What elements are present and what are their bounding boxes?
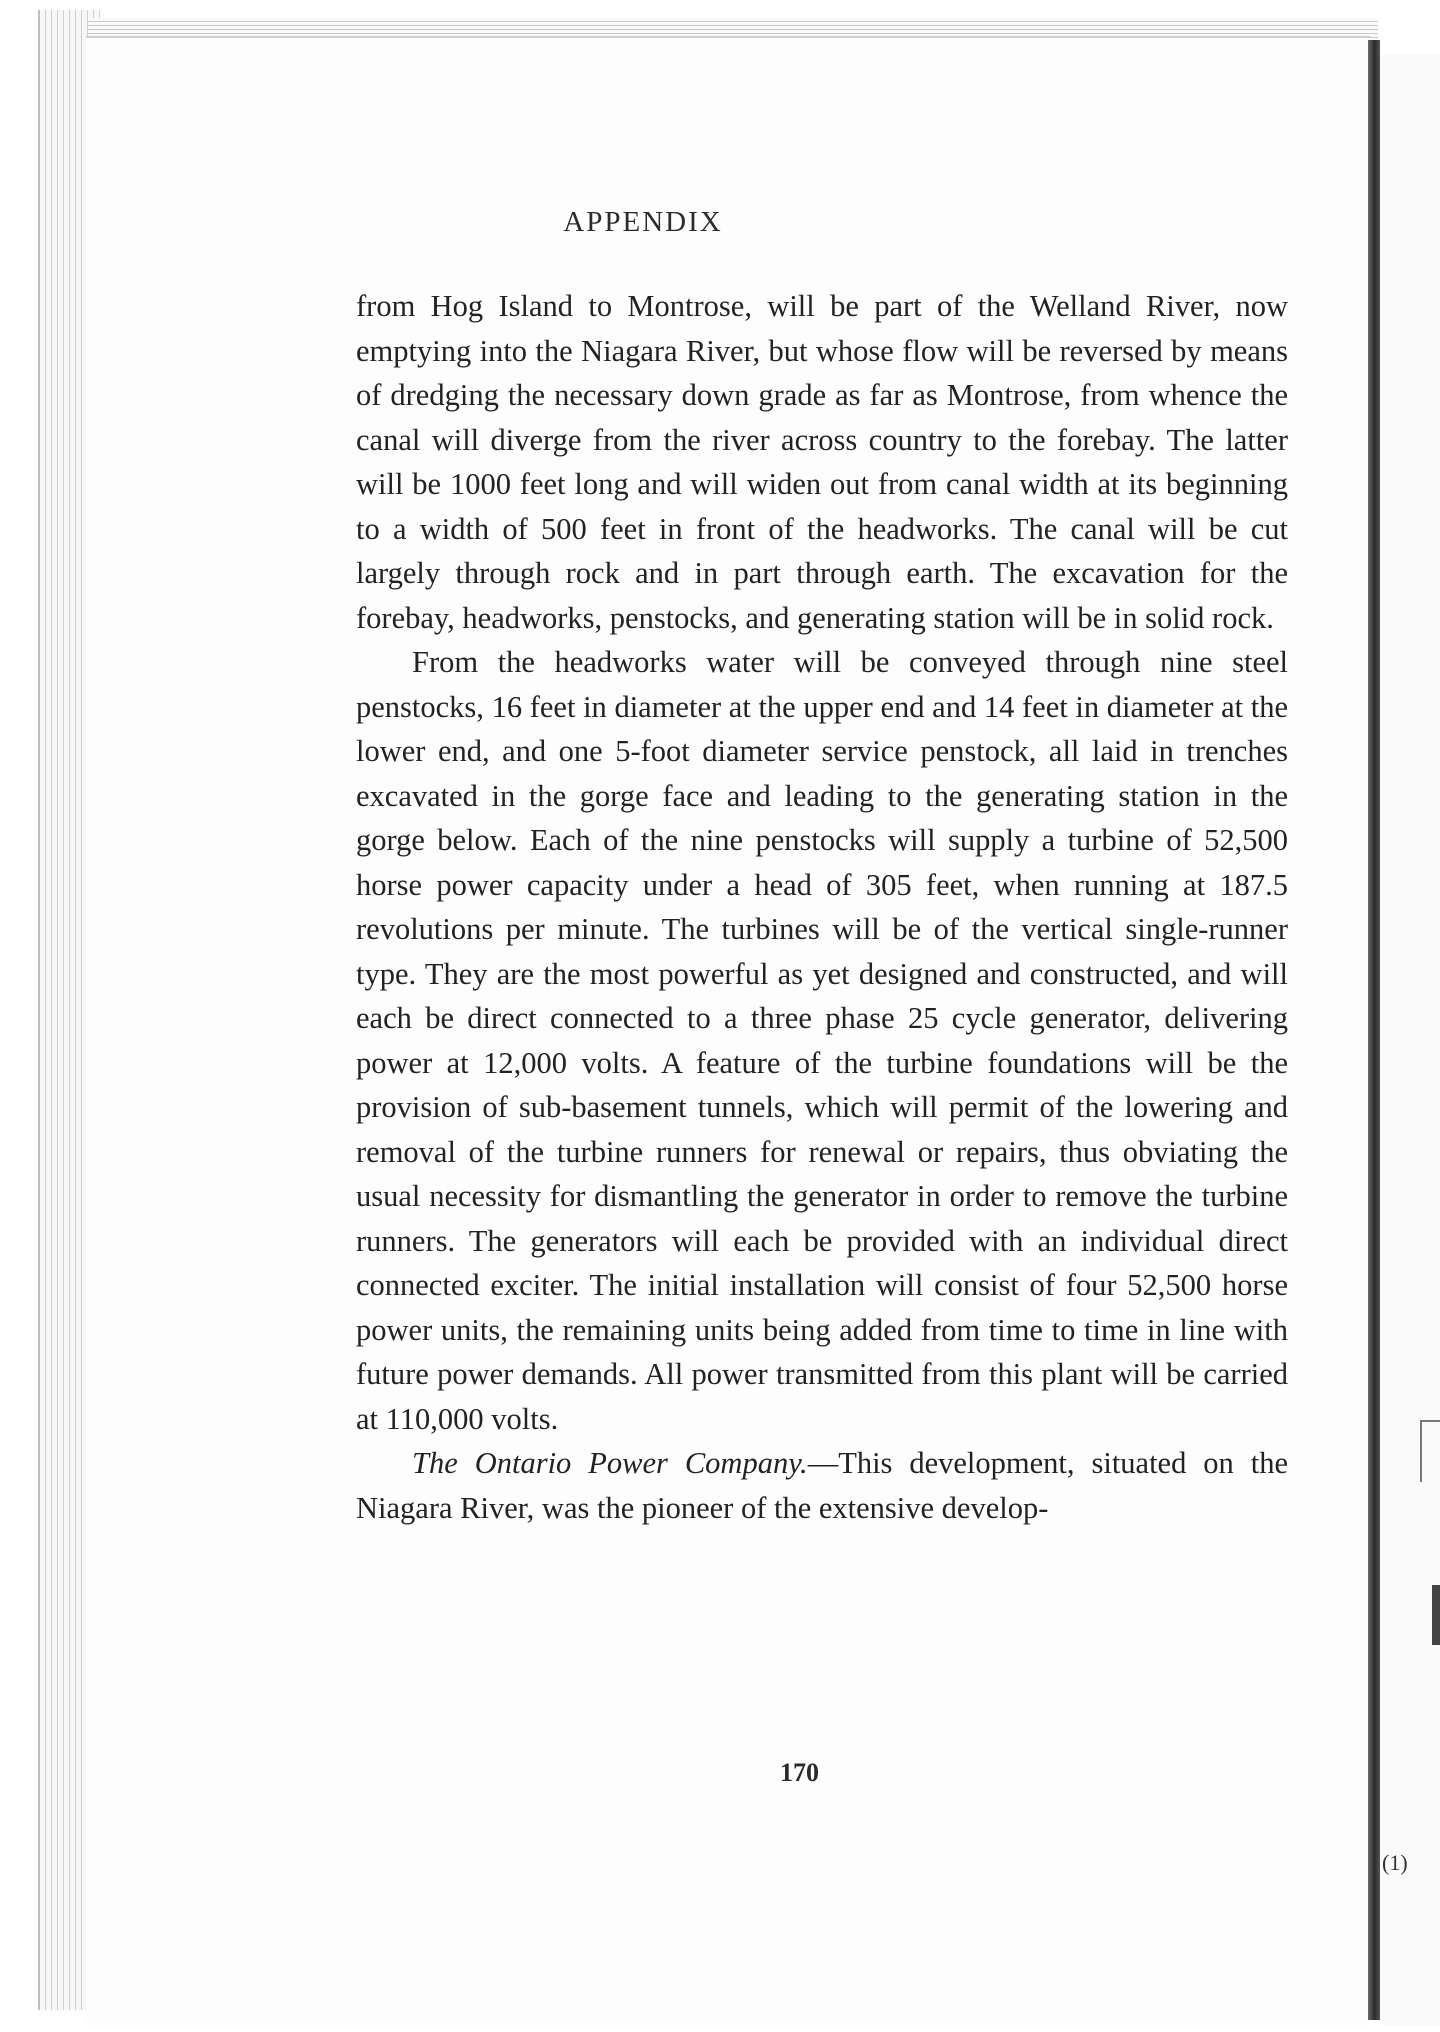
facing-page-mark [1420,1420,1440,1482]
facing-page-mark-2 [1432,1585,1440,1645]
paragraph-3-italic-lead: The Ontario Power Company. [412,1446,808,1480]
facing-page-fragment: (1) [1382,1850,1408,1875]
paragraph-1: from Hog Island to Montrose, will be part of the Welland River, now emptying into the Niagara River, but whose flow will be reversed by means of dredging the necessary down grade as far as Montrose, from whence the canal will diverge from the river across country to the forebay. The latter will be 1000 feet long and will widen out from canal width at its beginning to a width of 500 feet in front of the headworks. The canal will be cut largely through rock and in part through earth. The excavation for the forebay, headworks, penstocks, and generating station will be in solid rock. [356,289,1288,635]
running-head: APPENDIX [563,206,723,238]
page-number: 170 [780,1758,819,1787]
book-spine [1368,40,1380,2020]
paragraph-3-text: —This development, situated on the Niagara River, was the pioneer of the extensive develop- [356,1446,1289,1525]
paragraph-2: From the headworks water will be conveyed through nine steel penstocks, 16 feet in diameter at the upper end and 14 feet in diameter at the lower end, and one 5-foot diameter service penstock, all laid in trenches excavated in the gorge face and leading to the generating station in the gorge below. Each of the nine penstocks will supply a turbine of 52,500 horse power capacity under a head of 305 feet, when running at 187.5 revolutions per minute. The turbines will be of the vertical single-runner type. They are the most powerful as yet designed and constructed, and will each be direct connected to a three phase 25 cycle generator, delivering power at 12,000 volts. A feature of the turbine foundations will be the provision of sub-basement tunnels, which will permit of the lowering and removal of the turbine runners for renewal or repairs, thus obviating the usual necessity for dismantling the generator in order to remove the turbine runners. The generators will each be provided with an individual direct connected exciter. The initial installation will consist of four 52,500 horse power units, the remaining units being added from time to time in line with future power demands. All power transmitted from this plant will be carried at 110,000 volts. [356,645,1288,1436]
facing-page-edge [1380,55,1440,2025]
paragraph-3 [356,1441,1288,1530]
body-text [356,284,1288,1530]
